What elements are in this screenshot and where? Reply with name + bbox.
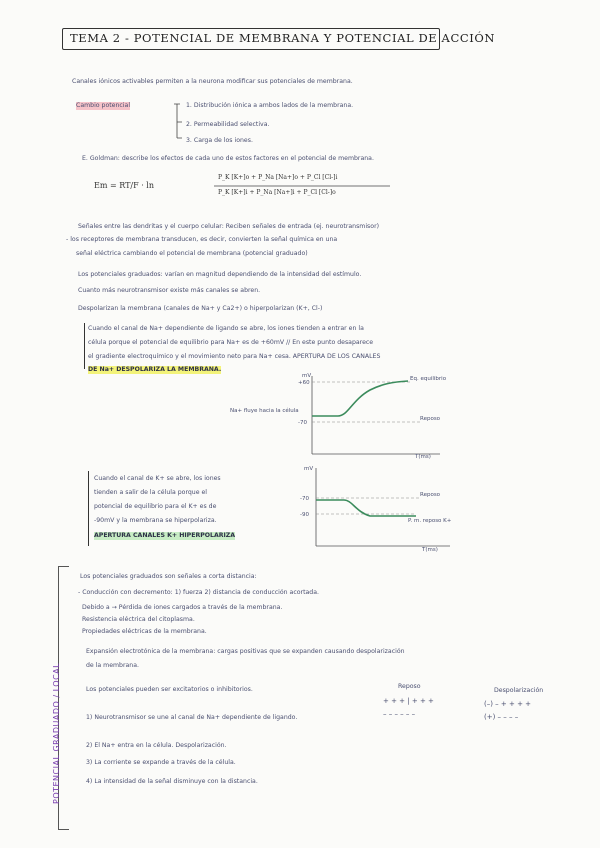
chart1-xlabel: T(ms) <box>415 454 431 460</box>
despol-label: Despolarización <box>494 687 544 694</box>
fraction-bar <box>214 185 394 187</box>
reposo-label: Reposo <box>398 683 421 690</box>
chart1-label: Na+ fluye hacia la célula <box>230 408 299 414</box>
chart2-tick: -70 <box>300 496 309 502</box>
chart1-ylabel: mV <box>302 373 312 379</box>
local-line: - Conducción con decremento: 1) fuerza 2) distancia de conducción acortada. <box>78 589 319 596</box>
goldman-intro: E. Goldman: describe los efectos de cada uno de estos factores en el potencial de membrana. <box>82 155 374 162</box>
local-line: Los potenciales graduados son señales a corta distancia: <box>80 573 257 580</box>
local-line: Resistencia eléctrica del citoplasma. <box>82 616 195 623</box>
step-2: 2) El Na+ entra en la célula. Despolarización. <box>86 742 227 749</box>
senales-line: señal eléctrica cambiando el potencial de membrana (potencial graduado) <box>76 250 308 257</box>
box2-line: potencial de equilibrio para el K+ es de <box>94 503 217 510</box>
page-title: TEMA 2 - POTENCIAL DE MEMBRANA Y POTENCIAL DE ACCIÓN <box>70 31 496 45</box>
chart2-ylabel: mV <box>304 466 314 472</box>
chart1-tick: +60 <box>298 380 310 386</box>
goldman-denominator: P_K [K+]i + P_Na [Na+]i + P_Cl [Cl-]o <box>218 189 336 196</box>
cambio-item: 1. Distribución iónica a ambos lados de la membrana. <box>186 102 354 109</box>
step-1: 1) Neurotransmisor se une al canal de Na+ dependiente de ligando. <box>86 714 298 721</box>
reposo-charges-top: + + + | + + + <box>383 697 434 705</box>
chart2-xlabel: T(ms) <box>422 547 438 553</box>
despol-charges-bottom: (+) – – – – <box>484 713 519 721</box>
chart-depolarization <box>230 372 450 460</box>
chart1-curve <box>312 381 408 416</box>
despol-charges-top: (–) – + + + + <box>484 700 532 708</box>
step-3: 3) La corriente se expande a través de la célula. <box>86 759 236 766</box>
box1-line: DE Na+ DESPOLARIZA LA MEMBRANA. <box>88 366 222 373</box>
box1-line: célula porque el potencial de equilibrio para Na+ es de +60mV // En este punto desaparece <box>88 339 374 346</box>
chart1-label: Eq. equilibrio <box>410 376 447 382</box>
cambio-label: Cambio potencial <box>76 102 131 109</box>
local-line: Los potenciales pueden ser excitatorios o inhibitorios. <box>86 686 253 693</box>
senales-line: - los receptores de membrana transducen, es decir, convierten la señal química en una <box>66 236 338 243</box>
box1-line: el gradiente electroquímico y el movimiento neto para Na+ cesa. APERTURA DE LOS CANALES <box>88 353 381 360</box>
chart2-tick: -90 <box>300 512 309 518</box>
graduados-line: Los potenciales graduados: varían en magnitud dependiendo de la intensidad del estímulo. <box>78 271 362 278</box>
chart1-label: Reposo <box>420 416 441 422</box>
box2-line: Cuando el canal de K+ se abre, los iones <box>94 475 221 482</box>
cambio-item: 2. Permeabilidad selectiva. <box>186 121 270 128</box>
cambio-brace <box>172 100 184 142</box>
chart-hyperpolarization <box>300 462 470 554</box>
local-line: Debido a → Pérdida de iones cargados a través de la membrana. <box>82 604 283 611</box>
cambio-item: 3. Carga de los iones. <box>186 137 253 144</box>
local-line: de la membrana. <box>86 662 139 669</box>
step-4: 4) La intensidad de la señal disminuye con la distancia. <box>86 778 258 785</box>
local-line: Propiedades eléctricas de la membrana. <box>82 628 207 635</box>
chart2-label: P. m. reposo K+ <box>408 518 452 524</box>
graduados-line: Cuanto más neurotransmisor existe más canales se abren. <box>78 287 261 294</box>
goldman-lhs: Em = RT/F · ln <box>94 181 155 190</box>
box1-line: Cuando el canal de Na+ dependiente de ligando se abre, los iones tienden a entrar en la <box>88 325 364 332</box>
graduados-line: Despolarizan la membrana (canales de Na+ y Ca2+) o hiperpolarizan (K+, Cl-) <box>78 305 323 312</box>
chart2-label: Reposo <box>420 492 441 498</box>
chart1-tick: -70 <box>298 420 307 426</box>
reposo-charges-bottom: – – – – – – <box>383 710 416 718</box>
box2-line: -90mV y la membrana se hiperpolariza. <box>94 517 217 524</box>
local-line: Expansión electrotónica de la membrana: cargas positivas que se expanden causando despolarización <box>86 648 405 655</box>
intro-text: Canales iónicos activables permiten a la neurona modificar sus potenciales de membrana. <box>72 78 353 85</box>
box2-line: tienden a salir de la célula porque el <box>94 489 208 496</box>
senales-line: Señales entre las dendritas y el cuerpo celular: Reciben señales de entrada (ej. neurotransmisor) <box>78 223 380 230</box>
box2-line: APERTURA CANALES K+ HIPERPOLARIZA <box>94 532 236 539</box>
goldman-numerator: P_K [K+]o + P_Na [Na+]o + P_Cl [Cl-]i <box>218 174 338 181</box>
vertical-label: POTENCIAL GRADUADO / LOCAL <box>52 662 61 804</box>
chart2-curve <box>316 500 416 516</box>
